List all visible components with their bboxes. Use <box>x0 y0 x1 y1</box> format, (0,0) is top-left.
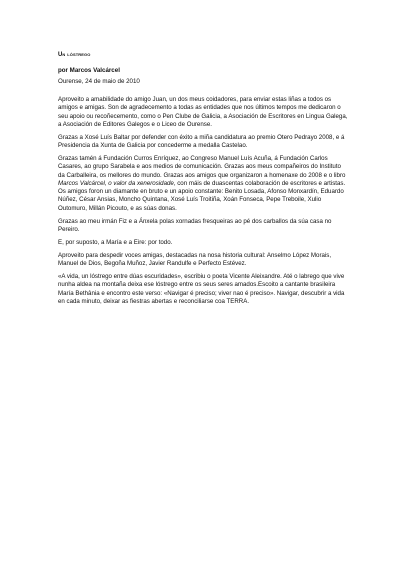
paragraph-thanks-entities: Aproveito a amabilidade do amigo Juan, un dos meus coidadores, para enviar estas liñas a todos os amigos e amigas. Son de agradecemento a todas as entidades que nos últimos tempos me dedicaron o seu apoio ou recoñecemento, como o Pen Clube de Galicia, a Asociación de Escritores en Lingua Galega, a Asociación de Editores Galegos e o Liceo de Ourense. <box>58 96 348 128</box>
document-page <box>58 52 348 311</box>
paragraph-maria-eire: E, por suposto, a María e a Eire: por todo. <box>58 238 173 246</box>
paragraph-closing-quote: «A vida, un lóstrego entre dúas escuridades», escribiu o poeta Vicente Aleixandre. Até o labrego que vive nunha aldea na montaña deixa ese lóstrego entre os seus seres amados.Escoito a cantante brasileira María Bethânia e encontro este verso: «Navigar é preciso; viver nao é preciso». Navigar, descubrir a vida en cada minuto, deixar as fiestras abertas e reconciliarse coa TERRA. <box>58 272 345 305</box>
paragraph-thanks-foundations-after: , con máis de duascentas colaboración de escritores e artistas. Os amigos foron un diamante en bruto e un apoio constante: Benito Losada, Afonso Monxardín, Eduardo Núñez, César Ansias, Moncho Quintana, Xosé Luís Troitiña, Xoán Fonseca, Pepe Treboile, Xulio Outomuro, Millán Picouto, e as súas donas. <box>58 179 346 212</box>
dateline: Ourense, 24 de maio de 2010 <box>58 78 140 85</box>
paragraph-thanks-foundations-before: Grazas tamén á Fundación Curros Enríquez, ao Congreso Manuel Luís Acuña, á Fundación Carlos Casares, ao grupo Sarabela e aos medios de comunicación. Grazas aos meus compañeiros do Instituto da Carballeira, os mellores do mundo. Grazas aos amigos que organizaron a homenaxe do 2008 e o libro <box>58 154 346 179</box>
author-line: por Marcos Valcárcel <box>58 67 120 74</box>
document-title <box>58 52 348 58</box>
paragraph-thanks-baltar: Grazas a Xosé Luís Baltar por defender con éxito a miña candidatura ao premio Otero Pedrayo 2008, e á Presidencia da Xunta de Galicia por concederme a medalla Castelao. <box>58 133 345 150</box>
book-title: Marcos Valcárcel, o valor da xenerosidade <box>58 179 174 187</box>
paragraph-farewell: Aproveito para despedir voces amigas, destacadas na nosa historia cultural: Anselmo López Morais, Manuel de Dios, Begoña Muñoz, Javier Randulfe e Perfecto Estévez. <box>58 251 332 268</box>
paragraph-thanks-foundations <box>58 155 348 213</box>
paragraph-thanks-brother: Grazas ao meu irmán Fiz e a Ánxela polas xornadas fresqueiras ao pé dos carballos da súa casa no Pereiro. <box>58 217 332 233</box>
title-text: Un lóstrego <box>58 52 91 58</box>
